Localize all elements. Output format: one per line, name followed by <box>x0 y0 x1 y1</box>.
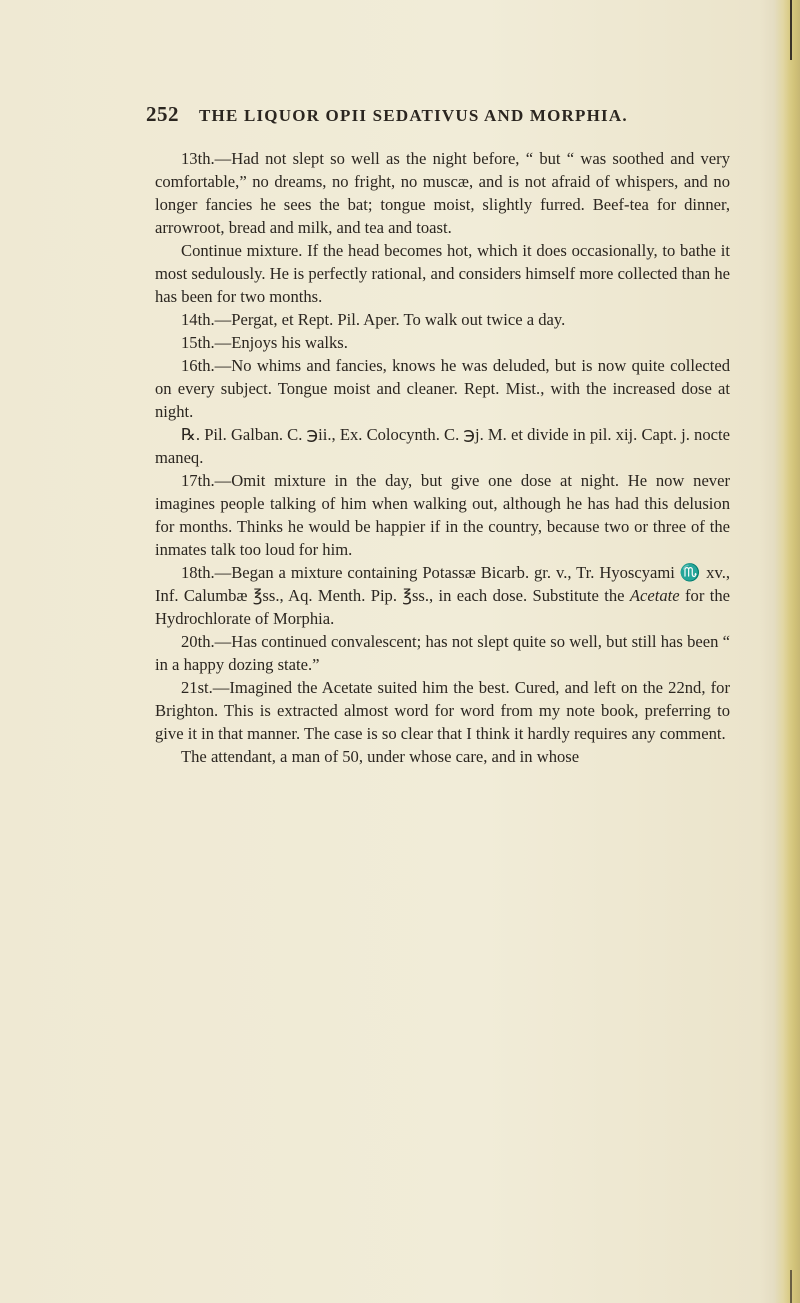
paragraph-18th-italic-acetate: Acetate <box>629 586 680 605</box>
page-edge-line-top <box>790 0 792 60</box>
body-text <box>155 147 730 768</box>
paragraph-16th: 16th.—No whims and fancies, knows he was deluded, but is now quite collected on every subject. Tongue moist and cleaner. Rept. Mist., with the increased dose at night. <box>155 356 730 421</box>
running-header <box>146 102 706 127</box>
running-title: THE LIQUOR OPII SEDATIVUS AND MORPHIA. <box>199 106 628 125</box>
page-edge-shadow <box>774 0 800 1303</box>
paragraph-13th: 13th.—Had not slept so well as the night before, “ but “ was soothed and very comfortable,” no dreams, no fright, no muscæ, and is not afraid of whispers, and no longer fancies he sees the bat; tongue moist, slightly furred. Beef-tea for dinner, arrowroot, bread and milk, and tea and toast. <box>155 149 730 237</box>
paragraph-17th: 17th.—Omit mixture in the day, but give one dose at night. He now never imagines people talking of him when walking out, although he has had this delusion for months. Thinks he would be happier if in the country, because two or three of the inmates talk too loud for him. <box>155 471 730 559</box>
paragraph-20th: 20th.—Has continued convalescent; has not slept quite so well, but still has been “ in a happy dozing state.” <box>155 632 730 674</box>
paragraph-14th: 14th.—Pergat, et Rept. Pil. Aper. To walk out twice a day. <box>181 310 566 329</box>
paragraph-18th-text-after: for the Hydrochlorate of Morphia. <box>155 586 730 628</box>
paragraph-18th-text-before: 18th.—Began a mixture containing Potassæ Bicarb. gr. v., Tr. Hyoscyami ♏ xv., Inf. Calumbæ ℥ss., Aq. Menth. Pip. ℥ss., in each dose. Substitute the <box>155 563 730 605</box>
paragraph-21st: 21st.—Imagined the Acetate suited him the best. Cured, and left on the 22nd, for Brighton. This is extracted almost word for word from my note book, preferring to give it in that manner. The case is so clear that I think it hardly requires any comment. <box>155 678 730 743</box>
page-number: 252 <box>146 102 179 126</box>
paragraph-15th: 15th.—Enjoys his walks. <box>181 333 348 352</box>
paragraph-attendant: The attendant, a man of 50, under whose care, and in whose <box>181 747 580 766</box>
page-edge-line-bottom <box>790 1270 792 1303</box>
paragraph-continue-mixture: Continue mixture. If the head becomes hot, which it does occasionally, to bathe it most sedulously. He is perfectly rational, and considers himself more collected than he has been for two months. <box>155 241 730 306</box>
paragraph-18th <box>155 561 730 630</box>
paragraph-prescription: ℞. Pil. Galban. C. ℈ii., Ex. Colocynth. C. ℈j. M. et divide in pil. xij. Capt. j. nocte maneq. <box>155 425 730 467</box>
